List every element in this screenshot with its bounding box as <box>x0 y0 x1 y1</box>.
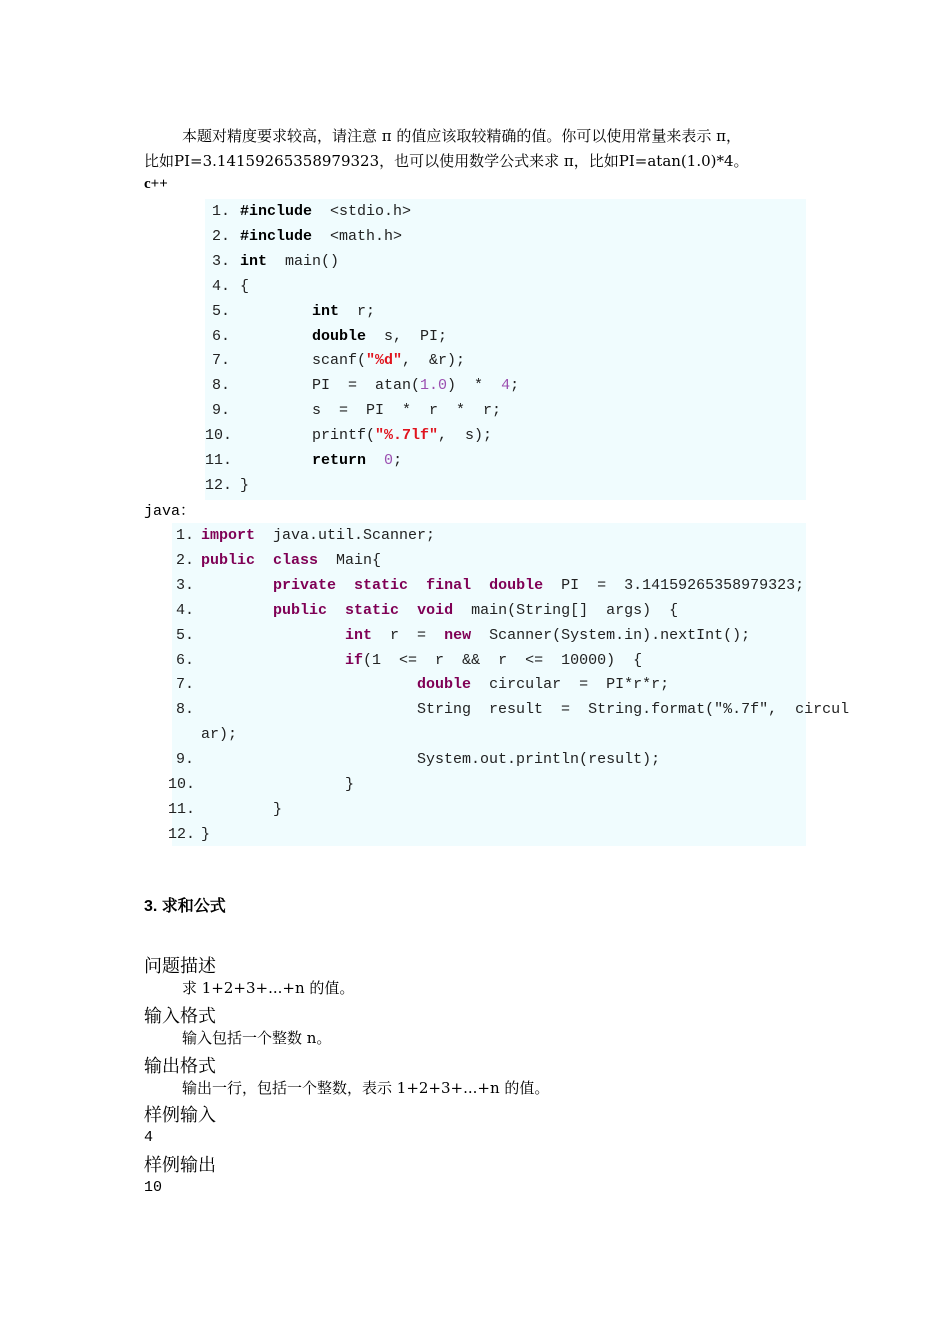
java-line-number: 2. <box>175 551 194 569</box>
java-code-line <box>168 797 283 822</box>
section-title: 3. 求和公式 <box>144 898 226 915</box>
java-token <box>399 602 417 619</box>
java-line-number: 6. <box>175 651 194 669</box>
java-line-code <box>201 623 750 648</box>
cpp-token-kw-b: return <box>312 452 367 469</box>
java-token-kw-p: void <box>417 601 454 619</box>
cpp-code-line <box>205 373 520 398</box>
java-token: } <box>201 825 211 843</box>
cpp-token-kw-b: #include <box>240 227 313 245</box>
java-token: PI = 3.14159265358979323; <box>543 576 805 594</box>
java-line-code <box>201 573 804 598</box>
cpp-code-line <box>205 423 493 448</box>
java-token: r = <box>372 626 445 644</box>
java-line-code <box>201 548 381 573</box>
java-token: java.util.Scanner; <box>255 527 436 544</box>
cpp-line-number: 7. <box>211 352 230 370</box>
cpp-line-number: 9. <box>211 402 230 420</box>
java-token <box>201 652 345 669</box>
cpp-code-line <box>205 448 403 473</box>
java-line-code <box>201 648 642 673</box>
cpp-token: , s); <box>438 427 493 445</box>
java-token <box>471 577 489 594</box>
cpp-line-code <box>240 199 411 224</box>
java-code-line <box>168 648 643 673</box>
java-line-code <box>201 697 849 722</box>
cpp-line-code <box>240 324 447 349</box>
cpp-line-code <box>240 249 339 274</box>
java-code-line <box>168 573 805 598</box>
java-token: ar); <box>201 726 238 744</box>
java-token: (1 <= r && r <= 10000) { <box>363 651 643 669</box>
java-token <box>201 676 417 693</box>
cpp-line-code <box>240 398 501 423</box>
cpp-line-number: 10. <box>205 427 233 445</box>
java-line-number: 8. <box>175 701 194 719</box>
cpp-token: main() <box>267 252 340 270</box>
cpp-code-line <box>205 398 502 423</box>
cpp-token-str: "%.7lf" <box>375 427 439 445</box>
java-token: System.out.println(result); <box>201 751 661 769</box>
cpp-line-number: 12. <box>205 476 233 494</box>
cpp-token: scanf( <box>240 352 367 370</box>
java-line-number: 1. <box>175 527 194 544</box>
java-token: Main{ <box>318 551 382 569</box>
problem-text: 求 1+2+3+...+n 的值。 <box>182 979 355 997</box>
java-token-kw-p: if <box>345 651 364 669</box>
cpp-line-code <box>240 473 249 498</box>
java-token: main(String[] args) { <box>453 601 679 619</box>
java-line-code <box>201 598 678 623</box>
java-token-kw-p: final <box>426 576 472 594</box>
cpp-line-code <box>240 423 492 448</box>
cpp-token <box>366 452 384 469</box>
cpp-code-line <box>205 199 412 224</box>
java-line-code <box>201 722 237 747</box>
cpp-line-code <box>240 373 519 398</box>
cpp-token: ; <box>393 452 403 469</box>
cpp-token: <stdio.h> <box>312 203 412 220</box>
java-token: } <box>201 776 355 793</box>
java-line-number: 4. <box>175 601 194 619</box>
cpp-line-number: 3. <box>211 252 230 270</box>
cpp-token: ; <box>510 377 520 395</box>
java-token-kw-p: import <box>201 527 256 544</box>
java-code-line <box>168 672 670 697</box>
cpp-code-line <box>205 249 340 274</box>
cpp-line-number: 5. <box>211 302 230 320</box>
cpp-token-kw-b: int <box>240 252 268 270</box>
cpp-token-kw-b: double <box>312 327 367 345</box>
java-line-number: 3. <box>175 576 194 594</box>
cpp-line-number: 6. <box>211 327 230 345</box>
cpp-code-line <box>205 224 403 249</box>
cpp-token-num: 1.0 <box>420 377 448 395</box>
cpp-token <box>240 303 312 320</box>
java-token <box>201 577 273 594</box>
java-token-kw-p: class <box>273 551 319 569</box>
problem-label: 问题描述 <box>144 956 216 976</box>
intro-line-2: 比如PI=3.14159265358979323，也可以使用数学公式来求 π，比如PI=atan(1.0)*4。 <box>144 152 749 170</box>
java-code-line <box>168 598 679 623</box>
java-token-kw-p: double <box>489 576 544 594</box>
cpp-label: c++ <box>144 176 168 192</box>
cpp-token: r; <box>339 302 376 320</box>
cpp-code-line <box>205 348 466 373</box>
java-code-line <box>168 623 751 648</box>
java-line-code <box>201 797 282 822</box>
cpp-token: <math.h> <box>312 227 403 245</box>
cpp-line-code <box>240 299 375 324</box>
java-token-kw-p: public <box>273 601 328 619</box>
java-line-number: 11. <box>168 800 196 818</box>
java-code-line <box>168 548 382 573</box>
java-token: } <box>201 800 283 818</box>
java-token-kw-p: new <box>444 626 472 644</box>
java-token-kw-p: static <box>345 601 400 619</box>
cpp-token: s, PI; <box>366 327 448 345</box>
cpp-token-num: 4 <box>501 377 511 395</box>
cpp-token-kw-b: int <box>312 302 340 320</box>
cpp-token: } <box>240 476 250 494</box>
cpp-token <box>240 452 312 469</box>
java-code-line <box>168 747 661 772</box>
cpp-line-number: 1. <box>211 203 230 220</box>
cpp-token: , &r); <box>402 352 466 370</box>
cpp-token: printf( <box>240 427 376 445</box>
java-token: circular = PI*r*r; <box>471 676 670 694</box>
java-token <box>408 577 426 594</box>
java-line-code <box>201 822 210 847</box>
java-line-code <box>201 747 660 772</box>
cpp-line-code <box>240 274 249 299</box>
java-token <box>336 577 354 594</box>
java-line-number: 5. <box>175 626 194 644</box>
input-label: 输入格式 <box>144 1006 216 1026</box>
output-label: 输出格式 <box>144 1056 216 1076</box>
java-label: java： <box>144 503 196 520</box>
cpp-token: PI = atan( <box>240 377 421 395</box>
java-code-line <box>168 722 238 747</box>
java-line-number: 9. <box>175 751 194 769</box>
cpp-token: { <box>240 277 250 295</box>
cpp-token: s = PI * r * r; <box>240 402 502 420</box>
java-code-line <box>168 772 355 797</box>
cpp-token: ) * <box>447 377 502 395</box>
cpp-line-number: 4. <box>211 277 230 295</box>
input-text: 输入包括一个整数 n。 <box>182 1029 332 1047</box>
java-token-kw-p: public <box>201 551 256 569</box>
java-line-number: 7. <box>175 676 194 694</box>
java-line-code <box>201 523 435 548</box>
cpp-token <box>240 328 312 345</box>
java-line-number: 12. <box>168 825 196 843</box>
java-code-line <box>168 697 850 722</box>
java-code-line <box>168 822 211 847</box>
cpp-code-line <box>205 473 250 498</box>
java-token-kw-p: private <box>273 576 337 594</box>
java-line-code <box>201 772 354 797</box>
java-token-kw-p: double <box>417 676 472 694</box>
java-code-line <box>168 523 436 548</box>
cpp-token-kw-b: #include <box>240 203 313 220</box>
cpp-code-line <box>205 324 448 349</box>
cpp-token-str: "%d" <box>366 352 403 370</box>
java-token <box>201 602 273 619</box>
java-line-number: 10. <box>168 776 196 793</box>
java-line-code <box>201 672 669 697</box>
cpp-line-code <box>240 348 465 373</box>
cpp-code-line <box>205 274 250 299</box>
sample-input-label: 样例输入 <box>144 1105 216 1125</box>
sample-input-value: 4 <box>144 1129 154 1146</box>
cpp-token-num: 0 <box>384 452 394 469</box>
java-token-kw-p: static <box>354 576 409 594</box>
intro-line-1: 本题对精度要求较高，请注意 π 的值应该取较精确的值。你可以使用常量来表示 π， <box>182 127 742 145</box>
cpp-line-code <box>240 224 402 249</box>
cpp-line-number: 2. <box>211 227 230 245</box>
cpp-line-number: 8. <box>211 377 230 395</box>
cpp-line-code <box>240 448 402 473</box>
java-token <box>201 627 345 644</box>
sample-output-label: 样例输出 <box>144 1155 216 1175</box>
java-token <box>327 602 345 619</box>
output-text: 输出一行，包括一个整数，表示 1+2+3+...+n 的值。 <box>182 1079 550 1097</box>
java-token: String result = String.format("%.7f", circul <box>201 701 850 719</box>
java-token-kw-p: int <box>345 626 373 644</box>
java-token <box>255 552 273 569</box>
cpp-code-line <box>205 299 376 324</box>
java-token: Scanner(System.in).nextInt(); <box>471 626 751 644</box>
cpp-line-number: 11. <box>205 452 233 469</box>
sample-output-value: 10 <box>144 1179 163 1196</box>
